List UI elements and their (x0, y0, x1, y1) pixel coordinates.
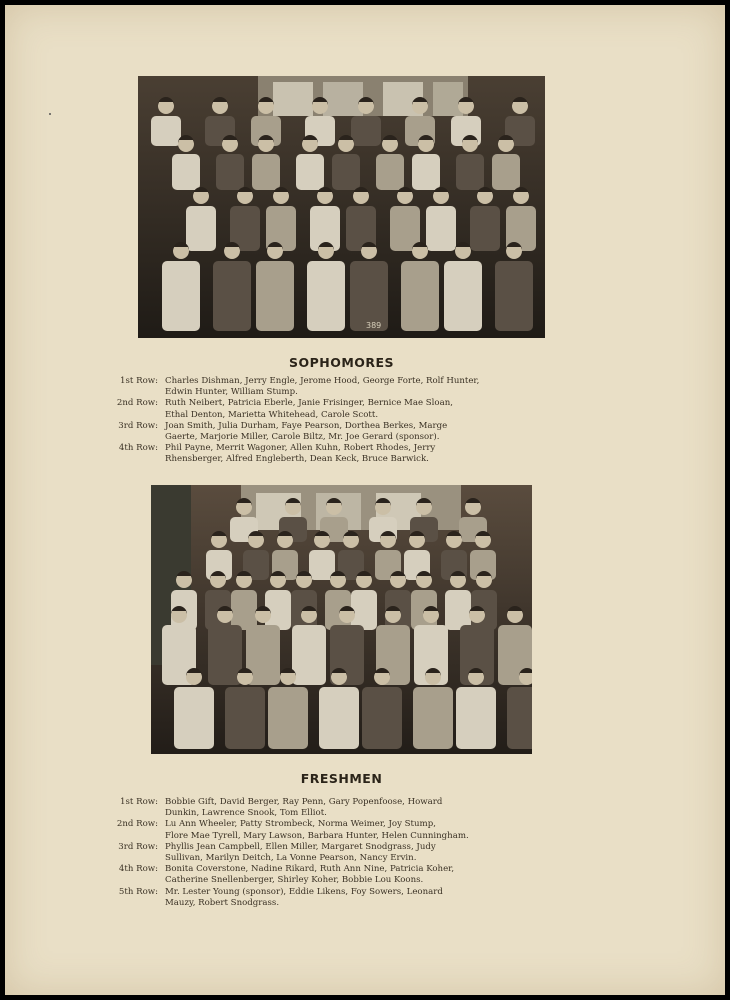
sophomores-heading: SOPHOMORES (288, 355, 395, 370)
names-line: Lu Ann Wheeler, Patty Strombeck, Norma Weimer, Joy Stump, (165, 819, 436, 830)
freshmen-class-photo (151, 485, 532, 754)
person-body (351, 116, 381, 146)
freshmen-caption (115, 797, 555, 909)
person-body (492, 154, 520, 190)
caption-row (115, 842, 555, 864)
person-body (401, 261, 439, 331)
caption-row (115, 864, 555, 886)
person-body (252, 154, 280, 190)
caption-row (115, 443, 555, 465)
person-body (208, 625, 242, 685)
caption-row (115, 887, 555, 909)
names-line: Joan Smith, Julia Durham, Faye Pearson, Dorthea Berkes, Marge (165, 420, 448, 431)
row-label: 5th Row: (118, 886, 158, 897)
person-body (162, 261, 200, 331)
names-line: Ethal Denton, Marietta Whitehead, Carole Scott. (165, 409, 379, 420)
freshmen-heading: FRESHMEN (300, 771, 383, 786)
person-body (426, 206, 456, 251)
names-line: Edwin Hunter, William Stump. (165, 387, 298, 398)
person-body (376, 154, 404, 190)
photo-number-marker: 389 (366, 321, 382, 330)
row-names (165, 398, 555, 420)
row-names (165, 887, 555, 909)
person-body (213, 261, 251, 331)
row-label: 2nd Row: (116, 398, 158, 409)
person-body (256, 261, 294, 331)
row-label: 1st Row: (120, 376, 158, 386)
person-body (151, 116, 181, 146)
person-body (456, 687, 496, 749)
caption-row (115, 376, 555, 398)
person-body (456, 154, 484, 190)
person-body (332, 154, 360, 190)
row-names (165, 864, 555, 886)
person-body (216, 154, 244, 190)
person-body (174, 687, 214, 749)
sophomores-caption (115, 376, 555, 466)
person-body (307, 261, 345, 331)
row-names (165, 842, 555, 864)
person-body (296, 154, 324, 190)
names-line: Mr. Lester Young (sponsor), Eddie Likens, Foy Sowers, Leonard (165, 886, 443, 897)
names-line: Flore Mae Tyrell, Mary Lawson, Barbara Hunter, Helen Cunningham. (165, 830, 469, 841)
names-line: Gaerte, Marjorie Miller, Carole Biltz, Mr. Joe Gerard (sponsor). (165, 432, 440, 443)
names-line: Sullivan, Marilyn Deitch, La Vonne Pearson, Nancy Ervin. (165, 853, 417, 864)
row-label: 3rd Row: (118, 841, 158, 852)
row-names (165, 376, 555, 398)
person-body (268, 687, 308, 749)
person-body (351, 590, 377, 630)
person-body (412, 154, 440, 190)
row-label: 1st Row: (120, 797, 158, 807)
names-line: Bonita Coverstone, Nadine Rikard, Ruth Ann Nine, Patricia Koher, (165, 864, 455, 875)
row-names (165, 421, 555, 443)
names-line: Ruth Neibert, Patricia Eberle, Janie Frisinger, Bernice Mae Sloan, (165, 398, 453, 409)
person-body (413, 687, 453, 749)
names-line: Rhensberger, Alfred Engleberth, Dean Keck, Bruce Barwick. (165, 454, 429, 465)
person-body (231, 590, 257, 630)
names-line: Charles Dishman, Jerry Engle, Jerome Hood, George Forte, Rolf Hunter, (165, 376, 480, 386)
row-label: 3rd Row: (118, 420, 158, 431)
person-body (495, 261, 533, 331)
caption-row (115, 797, 555, 819)
sophomores-class-photo (138, 76, 545, 338)
names-line: Bobbie Gift, David Berger, Ray Penn, Gary Popenfoose, Howard (165, 797, 443, 807)
person-body (362, 687, 402, 749)
caption-row (115, 421, 555, 443)
person-body (507, 687, 532, 749)
person-body (319, 687, 359, 749)
paper-speck (49, 113, 51, 115)
caption-row (115, 398, 555, 420)
freshmen-photo-graphic (151, 485, 532, 754)
person-body (444, 261, 482, 331)
names-line: Catherine Snellenberger, Shirley Koher, Bobbie Lou Koons. (165, 875, 424, 886)
person-body (186, 206, 216, 251)
yearbook-page (5, 5, 725, 995)
row-names (165, 443, 555, 465)
caption-row (115, 819, 555, 841)
person-body (292, 625, 326, 685)
person-body (445, 590, 471, 630)
row-names (165, 819, 555, 841)
row-label: 4th Row: (118, 443, 158, 454)
row-label: 4th Row: (118, 864, 158, 875)
names-line: Phyllis Jean Campbell, Ellen Miller, Margaret Snodgrass, Judy (165, 841, 436, 852)
sophomores-photo-graphic (138, 76, 545, 338)
person-body (172, 154, 200, 190)
names-line: Dunkin, Lawrence Snook, Tom Elliot. (165, 808, 327, 819)
names-line: Mauzy, Robert Snodgrass. (165, 897, 280, 908)
row-label: 2nd Row: (116, 819, 158, 830)
person-body (225, 687, 265, 749)
names-line: Phil Payne, Merrit Wagoner, Allen Kuhn, Robert Rhodes, Jerry (165, 443, 436, 454)
person-body (470, 206, 500, 251)
row-names (165, 797, 555, 819)
